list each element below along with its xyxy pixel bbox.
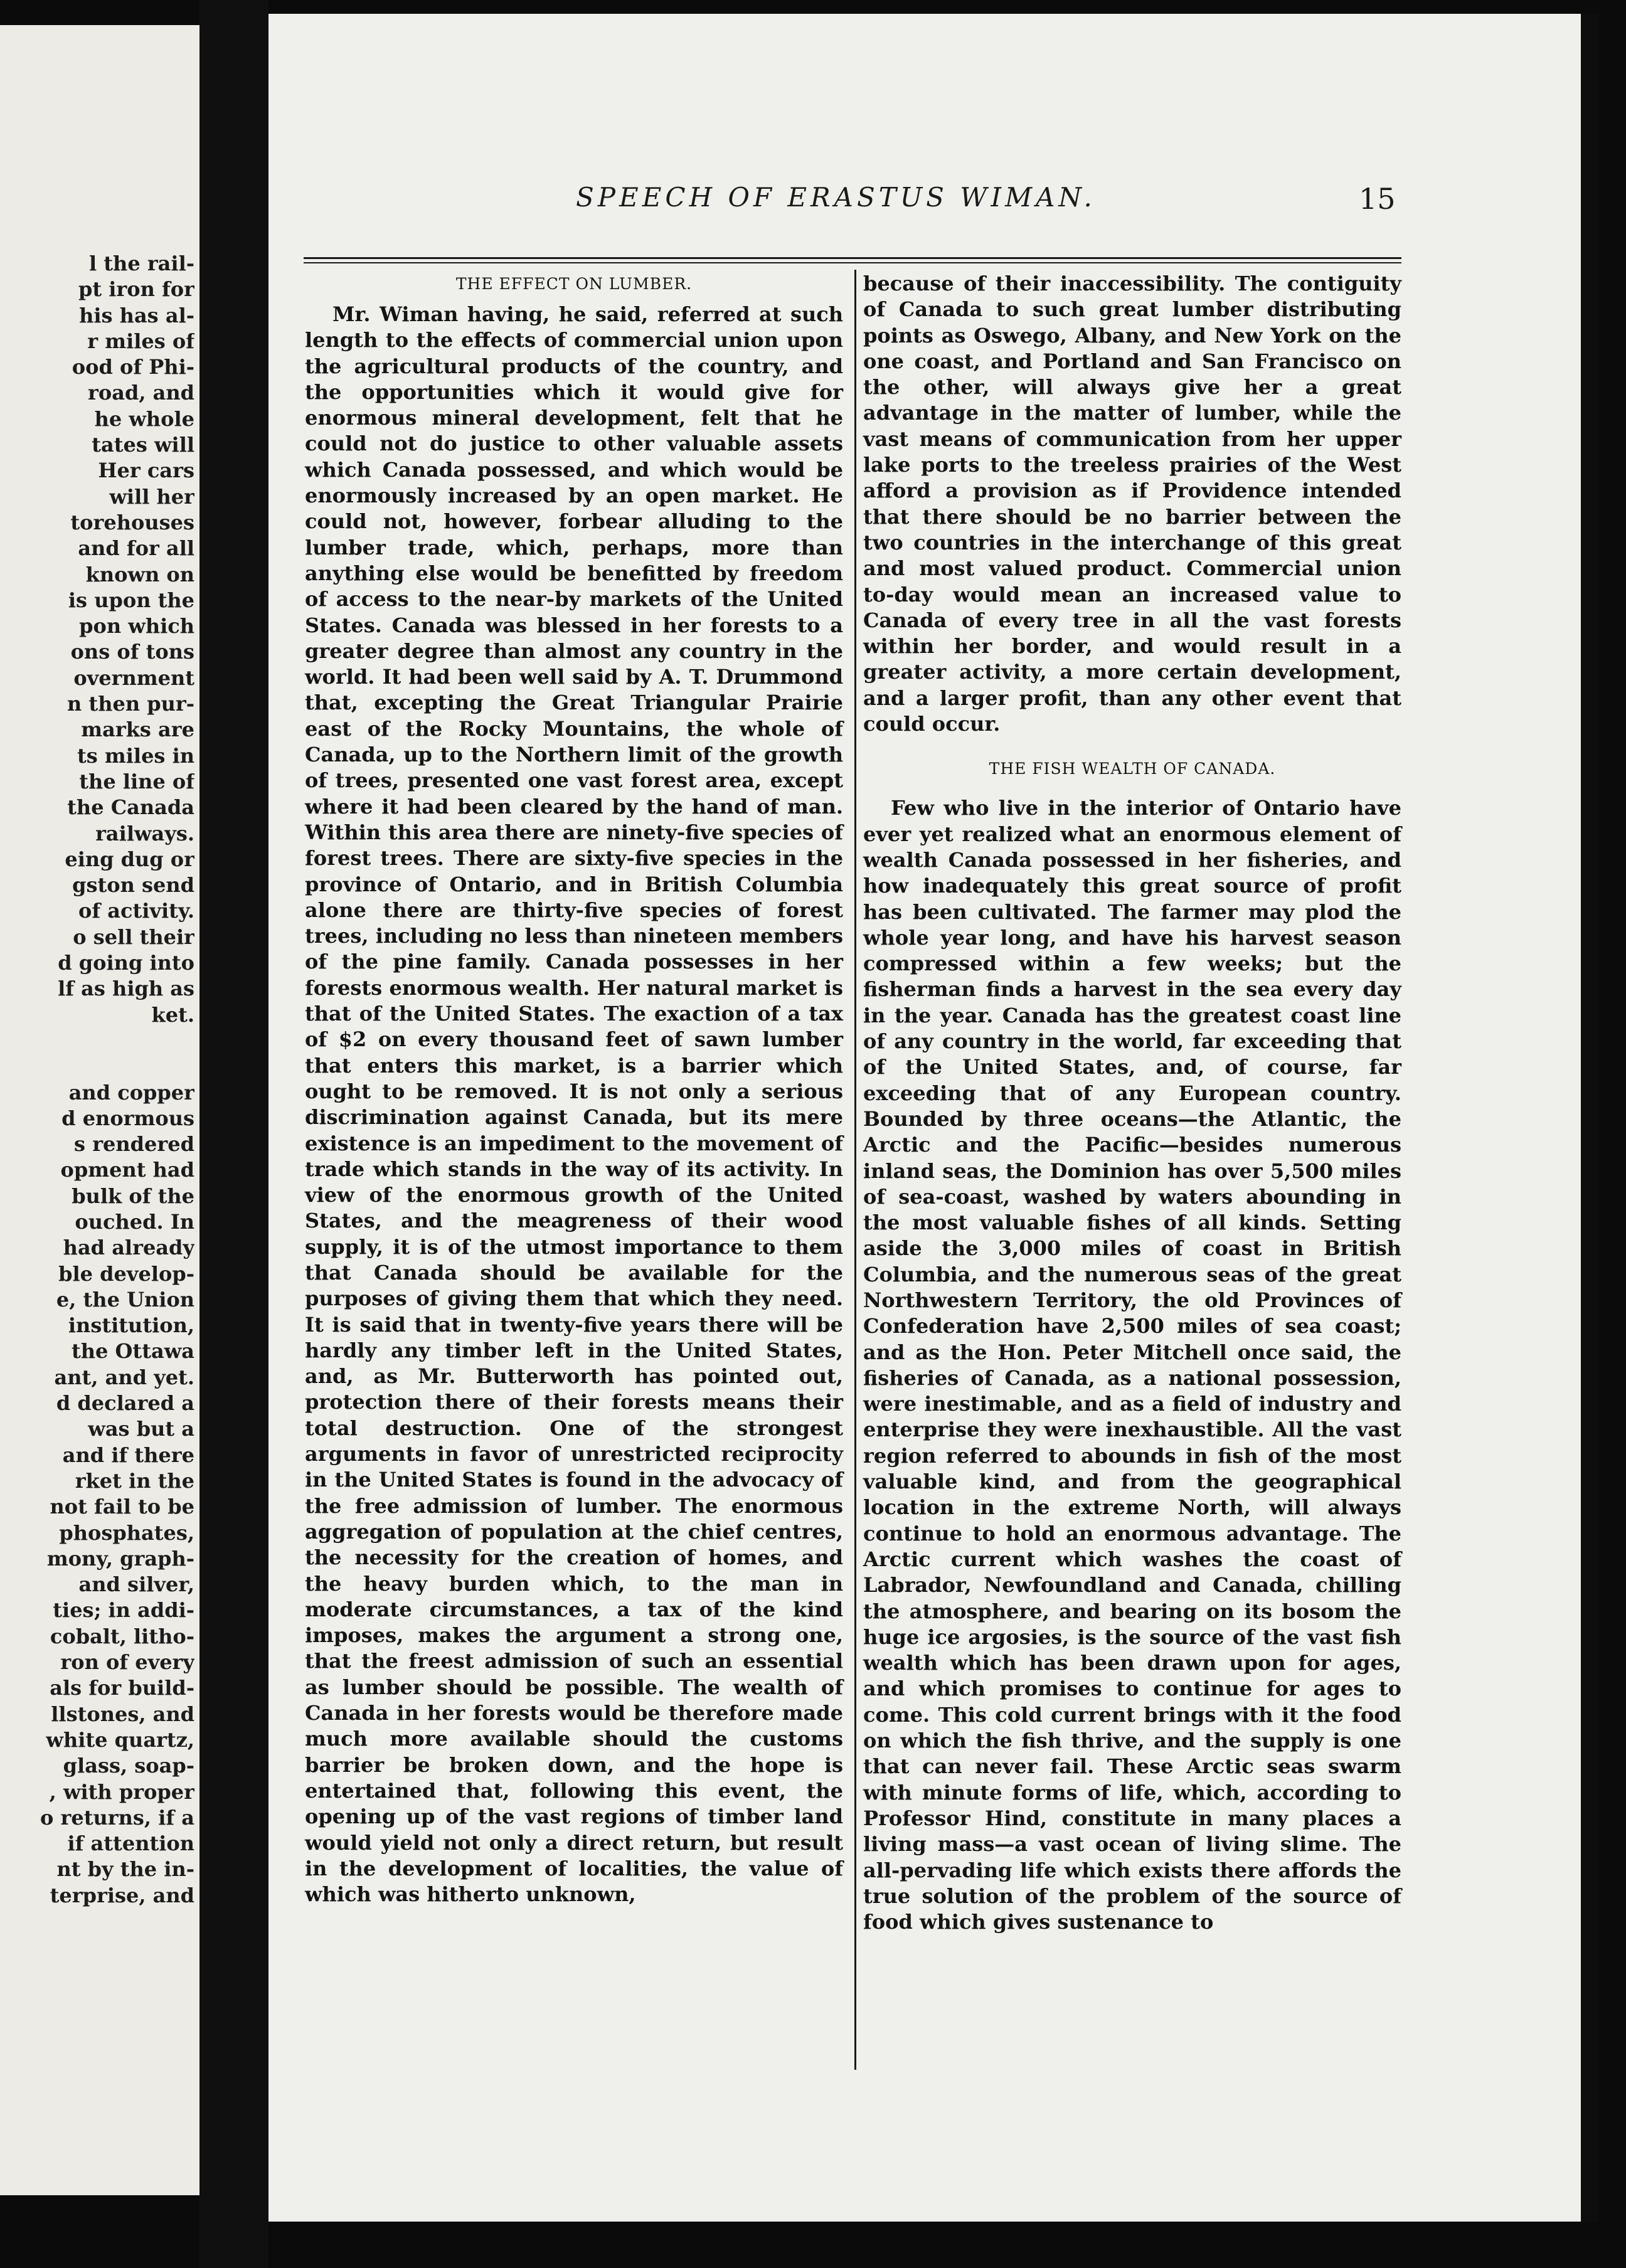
page [268, 14, 1598, 2222]
paragraph-fish: Few who live in the interior of Ontario have ever yet realized what an enormous element of wealth Canada possessed in her fisheries, and how inadequately this great source of profit has been cultivated. The farmer may plod the whole year long, and have his harvest season compressed within a few weeks; but the fisherman finds a harvest in the sea every day in the year. Canada has the greatest coast line of any country in the world, far exceeding that of the United States, and, of course, far exceeding that of any European country. Bounded by three oceans—the Atlantic, the Arctic and the Pacific—besides numerous inland seas, the Dominion has over 5,500 miles of sea-coast, washed by waters abounding in the most valuable fishes of all kinds. Setting aside the 3,000 miles of coast in British Columbia, and the numerous seas of the great Northwestern Territory, the old Provinces of Confederation have 2,500 miles of sea coast; and as the Hon. Peter Mitchell once said, the fisheries of Canada, as a national possession, were inestimable, and as a field of industry and enterprise they were inexhaustible. All the vast region referred to abounds in fish of the most valuable kind, and from the geographical location in the extreme North, will always continue to hold an enormous advantage. The Arctic current which washes the coast of Labrador, Newfoundland and Canada, chilling the atmosphere, and bearing on its bosom the huge ice argosies, is the source of the vast fish wealth which has been drawn upon for ages, and which promises to continue for ages to come. This cold current brings with it the food on which the fish thrive, and the supply is one that can never fail. These Arctic seas swarm with minute forms of life, which, according to Professor Hind, constitute in many places a living mass—a vast ocean of living slime. The all-pervading life which exists there affords the true solution of the problem of the source of food which gives sustenance to [863, 796, 1401, 1934]
facing-page-line: and copper [68, 1080, 194, 1105]
facing-page-line: o returns, if a [40, 1805, 194, 1830]
facing-page-line [0, 1054, 194, 1079]
facing-page-line: d going into [58, 951, 194, 975]
facing-page-line: road, and [88, 381, 194, 405]
facing-page-line: is upon the [68, 588, 194, 612]
paragraph-lumber-continued: because of their inaccessibility. The contiguity of Canada to such great lumber distributing points as Oswego, Albany, and New York on the one coast, and Portland and San Francisco on the other, will always give her a great advantage in the matter of lumber, while the vast means of communication from her upper lake ports to the treeless prairies of the West afford a provision as if Providence intended that there should be no barrier between the two countries in the interchange of this great and most valued product. Commercial union to-day would mean an increased value to Canada of every tree in all the vast forests within her border, and would result in a greater activity, a more certain development, and a larger profit, than any other event that could occur. [863, 272, 1401, 736]
facing-page-line [0, 1028, 194, 1054]
facing-page-line: he whole [94, 406, 194, 431]
facing-page-line: gston send [72, 873, 194, 898]
facing-page-line: and for all [78, 536, 194, 561]
facing-page-text [0, 251, 194, 1909]
facing-page-line: torehouses [70, 510, 194, 534]
facing-page-line: lf as high as [58, 977, 194, 1001]
facing-page-line: ons of tons [70, 640, 194, 664]
facing-page-line: ket. [151, 1002, 194, 1027]
facing-page-line: had already [63, 1236, 194, 1260]
facing-page-line: d enormous [61, 1106, 194, 1130]
facing-page-line: r miles of [87, 329, 194, 353]
facing-page-line: s rendered [74, 1132, 194, 1157]
facing-page-line: phosphates, [59, 1520, 194, 1545]
facing-page-line: of activity. [78, 899, 194, 923]
facing-page-line: ant, and yet. [54, 1365, 194, 1389]
facing-page-line: pt iron for [78, 277, 194, 302]
facing-page-line: tates will [92, 433, 194, 457]
facing-page-line: e, the Union [56, 1287, 194, 1312]
facing-page-line: eing dug or [65, 847, 194, 871]
facing-page-line: was but a [88, 1417, 194, 1441]
facing-page-line: bulk of the [72, 1184, 194, 1208]
header-rule-thin [304, 262, 1401, 263]
facing-page-line: glass, soap- [63, 1754, 194, 1778]
header-rule [304, 257, 1401, 259]
facing-page-line: nt by the in- [56, 1857, 194, 1882]
facing-page-line: his has al- [79, 303, 194, 327]
page-edge [1581, 14, 1598, 2222]
facing-page-line: overnment [73, 665, 194, 690]
facing-page-line: will her [109, 484, 194, 509]
column-divider [854, 270, 856, 2070]
facing-page-line: ouched. In [75, 1209, 194, 1234]
running-title: SPEECH OF ERASTUS WIMAN. [576, 182, 1096, 213]
facing-page-line: n then pur- [67, 692, 194, 716]
facing-page-line: institution, [68, 1313, 194, 1338]
facing-page-line: marks are [81, 718, 194, 742]
facing-page-line: railways. [95, 821, 194, 845]
facing-page-line: the Ottawa [72, 1339, 194, 1364]
facing-page-line: and if there [62, 1443, 194, 1467]
facing-page-line: ts miles in [77, 743, 194, 768]
facing-page-line: and silver, [78, 1572, 194, 1597]
facing-page-line: rket in the [75, 1468, 194, 1493]
facing-page-line: the Canada [67, 795, 194, 820]
facing-page-line: pon which [79, 614, 194, 639]
facing-page-line: not fail to be [50, 1495, 194, 1519]
facing-page-line: opment had [60, 1158, 194, 1182]
facing-page-line: ties; in addi- [53, 1598, 194, 1623]
facing-page-line: ble develop- [58, 1261, 194, 1286]
facing-page-line: terprise, and [50, 1883, 194, 1907]
facing-page [0, 25, 203, 2195]
section-heading-lumber: THE EFFECT ON LUMBER. [455, 275, 693, 293]
facing-page-line: mony, graph- [46, 1546, 194, 1571]
text-column-left [305, 271, 843, 1907]
facing-page-line: known on [85, 562, 194, 586]
facing-page-line: als for build- [50, 1676, 194, 1700]
facing-page-line: Her cars [98, 458, 194, 483]
facing-page-line: ood of Phi- [72, 355, 194, 379]
facing-page-line: if attention [67, 1831, 194, 1856]
facing-page-line: , with proper [49, 1779, 194, 1804]
facing-page-line: ron of every [60, 1650, 194, 1675]
page-number: 15 [1359, 182, 1396, 216]
facing-page-line: l the rail- [88, 252, 194, 275]
facing-page-line: the line of [79, 769, 194, 793]
facing-page-line: o sell their [73, 925, 194, 949]
facing-page-line: llstones, and [51, 1702, 194, 1726]
text-column-right [863, 271, 1401, 1935]
book-gutter [199, 0, 268, 2268]
paragraph-lumber: Mr. Wiman having, he said, referred at such length to the effects of commercial union upon the agricultural products of the country, and the opportunities which it would give for enormous mineral development, felt that he could not do justice to other valuable assets which Canada possessed, and which would be enormously increased by an open market. He could not, however, forbear alluding to the lumber trade, which, perhaps, more than anything else would be benefitted by freedom of access to the near-by markets of the United States. Canada was blessed in her forests to a greater degree than almost any country in the world. It had been well said by A. T. Drummond that, excepting the Great Triangular Prairie east of the Rocky Mountains, the whole of Canada, up to the Northern limit of the growth of trees, presented one vast forest area, except where it had been cleared by the hand of man. Within this area there are ninety-five species of forest trees. There are sixty-five species in the province of Ontario, and in British Columbia alone there are thirty-five species of forest trees, including no less than nineteen members of the pine family. Canada possesses in her forests enormous wealth. Her natural market is that of the United States. The exaction of a tax of $2 on every thousand feet of sawn lumber that enters this market, is a barrier which ought to be removed. It is not only a serious discrimination against Canada, but its mere existence is an impediment to the movement of trade which stands in the way of its activity. In view of the enormous growth of the United States, and the meagreness of their wood supply, it is of the utmost importance to them that Canada should be available for the purposes of giving them that which they need. It is said that in twenty-five years there will be hardly any timber left in the United States, and, as Mr. Butterworth has pointed out, protection there of their forests means their total destruction. One of the strongest arguments in favor of unrestricted reciprocity in the United States is found in the advocacy of the free admission of lumber. The enormous aggregation of population at the chief centres, the necessity for the creation of homes, and the heavy burden which, to the man in moderate circumstances, a tax of the kind imposes, makes the argument a strong one, that the freest admission of such an essential as lumber should be possible. The wealth of Canada in her forests would be therefore made much more available should the customs barrier be broken down, and the hope is entertained that, following this event, the opening up of the vast regions of timber land would yield not only a direct return, but result in the development of localities, the value of which was hitherto unknown, [305, 302, 843, 1907]
section-heading-fish: THE FISH WEALTH OF CANADA. [989, 760, 1276, 778]
facing-page-line: cobalt, litho- [50, 1624, 194, 1648]
facing-page-line: d declared a [56, 1391, 194, 1416]
facing-page-line: white quartz, [46, 1727, 194, 1752]
